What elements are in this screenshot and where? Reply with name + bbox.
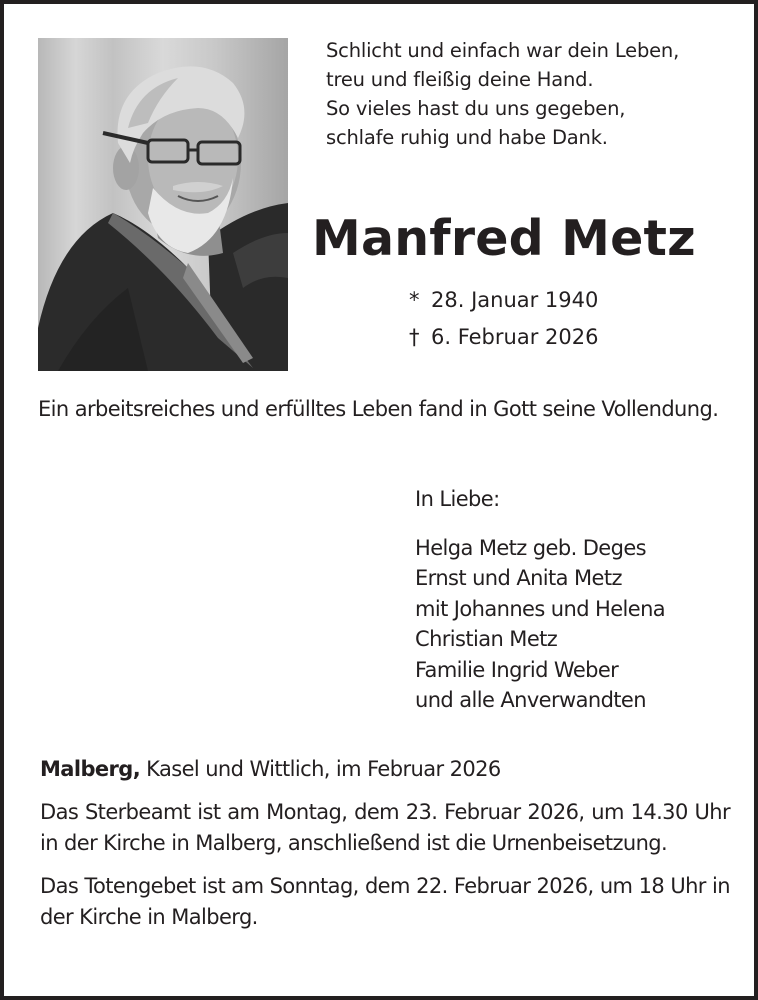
- mourner-name: Helga Metz geb. Deges: [415, 535, 647, 560]
- birth-date: 28. Januar 1940: [431, 288, 599, 312]
- poem-line: treu und fleißig deine Hand.: [326, 68, 594, 91]
- birth-date-line: [409, 282, 598, 319]
- poem-line: Schlicht und einfach war dein Leben,: [326, 39, 680, 62]
- mourners-heading: In Liebe:: [415, 487, 500, 511]
- portrait-image-icon: [38, 38, 288, 371]
- mourner-name: und alle Anverwandten: [415, 688, 646, 712]
- deceased-name: Manfred Metz: [312, 210, 696, 267]
- memorial-poem: [326, 36, 679, 152]
- footer-info: [40, 754, 730, 945]
- birth-star-icon: *: [409, 288, 420, 312]
- funeral-mass-info: Das Sterbeamt ist am Montag, dem 23. Februar 2026, um 14.30 Uhr in der Kirche in Malberg, anschließend ist die Urnenbeisetzung.: [40, 800, 730, 855]
- mourner-name: Ernst und Anita Metz: [415, 566, 622, 590]
- mourner-name: Christian Metz: [415, 627, 558, 651]
- poem-line: So vieles hast du uns gegeben,: [326, 97, 626, 120]
- mourner-name: mit Johannes und Helena: [415, 596, 666, 621]
- place-bold: Malberg,: [40, 757, 141, 781]
- life-dates: [409, 282, 598, 356]
- wake-prayer-info: Das Totengebet ist am Sonntag, dem 22. Februar 2026, um 18 Uhr in der Kirche in Malberg.: [40, 874, 730, 929]
- death-cross-icon: †: [409, 325, 420, 349]
- place-date-line: [40, 754, 730, 785]
- place-rest: Kasel und Wittlich, im Februar 2026: [140, 757, 501, 781]
- mourner-name: Familie Ingrid Weber: [415, 657, 619, 682]
- poem-line: schlafe ruhig und habe Dank.: [326, 126, 608, 149]
- intro-text: Ein arbeitsreiches und erfülltes Leben fand in Gott seine Vollendung.: [38, 397, 719, 421]
- death-date-line: [409, 319, 598, 356]
- mourners-list: [415, 484, 665, 716]
- portrait-photo: [38, 38, 288, 371]
- death-date: 6. Februar 2026: [431, 325, 599, 349]
